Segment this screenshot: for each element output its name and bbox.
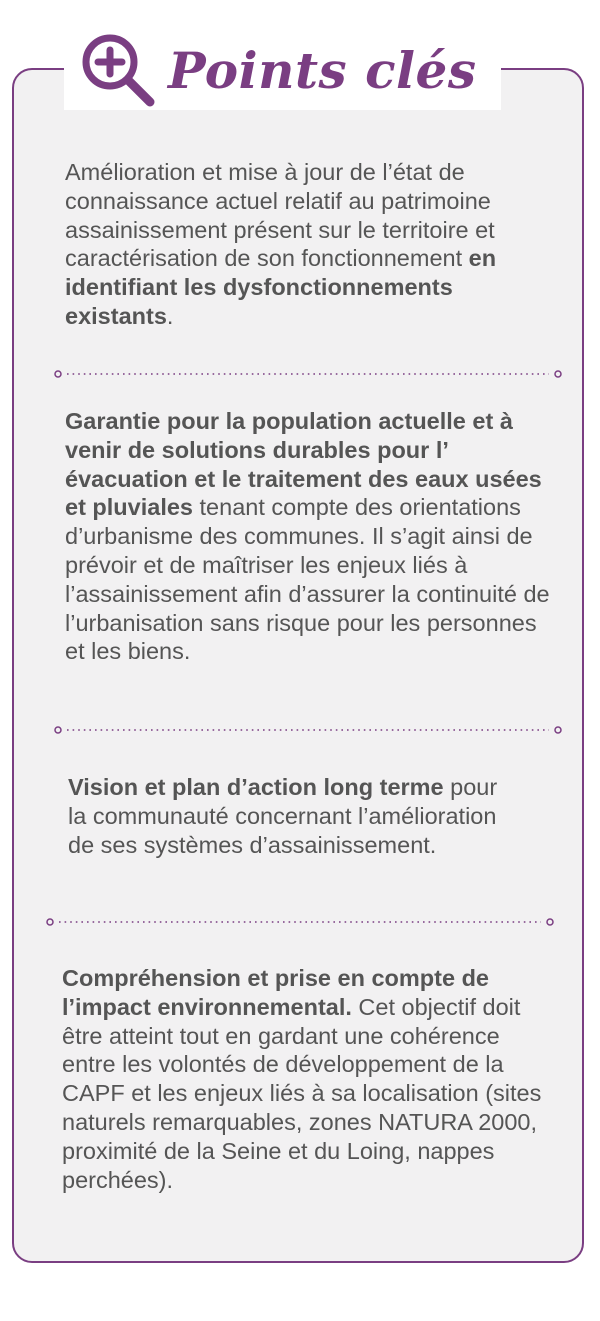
magnifier-plus-icon: [76, 28, 160, 112]
key-point-1-emphasis: en identifiant les dysfonctionnements existants: [65, 245, 497, 329]
key-point-3-text-end: pour la communauté concernant l’amélioration de ses systèmes d’assainissement.: [68, 774, 498, 858]
dotted-divider-1: [53, 369, 563, 379]
key-point-4-emphasis: Compréhension et prise en compte de l’impact environnemental.: [62, 965, 490, 1020]
key-point-1: [65, 158, 555, 331]
key-point-2-text-end: tenant compte des orientations d’urbanisme des communes. Il s’agit ainsi de prévoir et de maîtriser les enjeux liés à l’assainissement afin d’assurer la continuité de l’urbanisation sans risque pour les personnes et les biens.: [65, 494, 550, 665]
key-point-3: [68, 773, 508, 859]
page-title: Points clés: [168, 40, 477, 100]
key-point-2-emphasis: Garantie pour la population actuelle et à venir de solutions durables pour l’ évacuation et le traitement des eaux usées et pluviales: [65, 408, 542, 521]
key-point-4-text-end: Cet objectif doit être atteint tout en gardant une cohérence entre les volontés de développement de la CAPF et les enjeux liés à sa localisation (sites naturels remarquables, zones NATURA 2000, proximité de la Seine et du Loing, nappes perchées).: [62, 993, 542, 1193]
key-point-1-text-end: .: [166, 302, 174, 329]
key-point-1-text: Amélioration et mise à jour de l’état de connaissance actuel relatif au patrimoine assainissement présent sur le territoire et caractérisation de son fonctionnement: [65, 159, 495, 272]
dotted-divider-2: [53, 725, 563, 735]
key-point-4: [62, 964, 547, 1194]
dotted-divider-3: [45, 917, 555, 927]
key-point-2: [65, 407, 560, 666]
panel-header: [64, 30, 501, 110]
key-point-3-emphasis: Vision et plan d’action long terme: [68, 774, 444, 800]
